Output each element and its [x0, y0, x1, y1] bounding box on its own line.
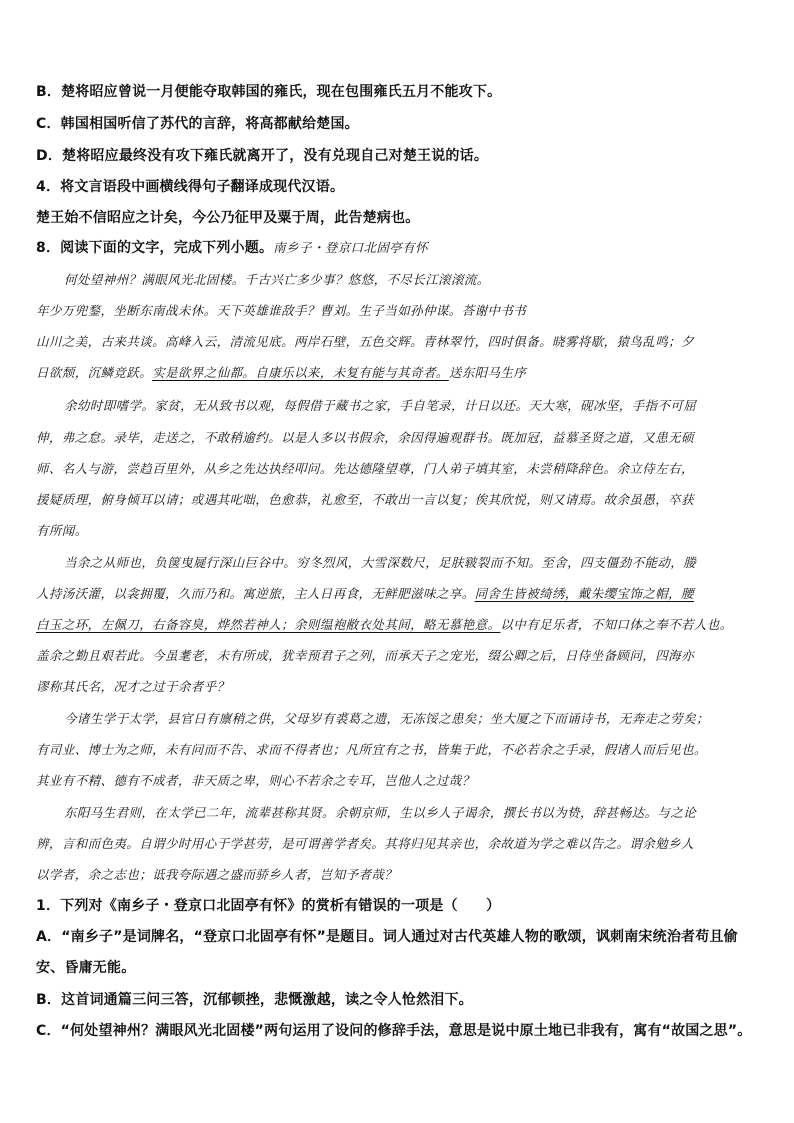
text-segment: 以中有足乐者，不知口体之奉不若人也。: [500, 617, 733, 632]
text-line: [36, 615, 766, 635]
question-8-instruction: 8．阅读下面的文字，完成下列小题。: [36, 240, 274, 256]
translation-sentence: 楚王始不信昭应之计矣，今公乃征甲及粟于周，此告楚病也。: [36, 210, 420, 226]
text-line: 援疑质理，俯身倾耳以请；或遇其叱咄，色愈恭，礼愈至，不敢出一言以复；俟其欣悦，则又请焉。故余虽愚，卒获: [36, 492, 694, 507]
text-line: 有司业、博士为之师，未有问而不告、求而不得者也；凡所宜有之书，皆集于此，不必若余之手录，假诸人而后见也。: [36, 742, 707, 757]
text-line: [36, 363, 766, 383]
text-line: 盖余之勤且艰若此。今虽耄老，未有所成，犹幸预君子之列，而承天子之宠光，缀公卿之后，日侍坐备顾问，四海亦: [36, 648, 694, 663]
text-line: 当余之从师也，负箧曳屣行深山巨谷中。穷冬烈风，大雪深数尺，足肤皲裂而不知。至舍，四支僵劲不能动，媵: [64, 555, 697, 570]
text-line: 今诸生学于太学，县官日有廪稍之供，父母岁有裘葛之遗，无冻馁之患矣；坐大厦之下而诵诗书，无奔走之劳矣；: [64, 711, 710, 726]
option-c-line: C．韩国相国听信了苏代的言辞，将高都献给楚国。: [36, 116, 359, 132]
underlined-sentence: 同舍生皆被绮绣，戴朱缨宝饰之帽，腰: [474, 586, 694, 601]
text-segment: 送东阳马生序: [448, 365, 527, 380]
poem-line-1: 何处望神州？满眼风光北固楼。千古兴亡多少事？悠悠，不尽长江滚滚流。: [64, 272, 490, 287]
option-a-line: A．“南乡子”是词牌名，“登京口北固亭有怀”是题目。词人通过对古代英雄人物的歌颂，讽刺南宋统治者苟且偷: [36, 929, 738, 945]
option-a-continuation: 安、昏庸无能。: [36, 960, 136, 976]
text-line: 有所闻。: [36, 523, 88, 538]
text-line: 东阳马生君则，在太学已二年，流辈甚称其贤。余朝京师，生以乡人子谒余，撰长书以为贽，辞甚畅达。与之论: [64, 805, 697, 820]
option-c-line: C．“何处望神州？满眼风光北固楼”两句运用了设问的修辞手法，意思是说中原土地已非我有，寓有“故国之思”。: [36, 1023, 752, 1039]
text-segment: 日欲颓，沉鳞竞跃。: [36, 365, 153, 380]
text-line: 余幼时即嗜学。家贫，无从致书以观，每假借于藏书之家，手自笔录，计日以还。天大寒，砚冰坚，手指不可屈: [64, 398, 697, 413]
option-b-line: B．这首词通篇三问三答，沉郁顿挫，悲慨激越，读之令人怆然泪下。: [36, 992, 473, 1008]
option-d-line: D．楚将昭应最终没有攻下雍氏就离开了，没有兑现自己对楚王说的话。: [36, 148, 489, 164]
poem-line-2: 年少万兜鍪，坐断东南战未休。天下英雄谁敌手？曹刘。生子当如孙仲谋。荅谢中书书: [36, 303, 527, 318]
underlined-sentence: 实是欲界之仙都。自康乐以来，未复有能与其奇者。: [152, 365, 449, 380]
question-4: 4．将文言语段中画横线得句子翻译成现代汉语。: [36, 179, 345, 195]
poem-title: 南乡子・登京口北固亭有怀: [273, 240, 428, 255]
underlined-sentence: 白玉之环，左佩刀，右备容臭，烨然若神人；余则缊袍敝衣处其间，略无慕艳意。: [36, 617, 501, 632]
text-line: 谬称其氏名，况才之过于余者乎？: [36, 679, 230, 694]
text-line: [36, 584, 766, 604]
text-line: 师、名人与游，尝趋百里外，从乡之先达执经叩问。先达德隆望尊，门人弟子填其室，未尝稍降辞色。余立侍左右，: [36, 461, 694, 476]
text-line: 辨，言和而色夷。自谓少时用心于学甚劳，是可谓善学者矣。其将归见其亲也，余故道为学之难以告之。谓余勉乡人: [36, 836, 694, 851]
text-segment: 人持汤沃灌，以衾拥覆，久而乃和。寓逆旅，主人日再食，无鲜肥滋味之享。: [36, 586, 475, 601]
option-b-line: B．楚将昭应曾说一月便能夺取韩国的雍氏，现在包围雍氏五月不能攻下。: [36, 84, 502, 100]
text-line: 伸，弗之怠。录毕，走送之，不敢稍逾约。以是人多以书假余，余因得遍观群书。既加冠，益慕圣贤之道，又患无硕: [36, 430, 694, 445]
question-8: [36, 238, 766, 258]
text-line: 其业有不精、德有不成者，非天质之卑，则心不若余之专耳，岂他人之过哉？: [36, 773, 475, 788]
text-line: 以学者，余之志也；诋我夸际遇之盛而骄乡人者，岂知予者哉？: [36, 867, 398, 882]
text-line: 山川之美，古来共谈。高峰入云，清流见底。两岸石壁，五色交辉。青林翠竹，四时俱备。晓雾将歇，猿鸟乱鸣；夕: [36, 334, 694, 349]
sub-question-1: 1．下列对《南乡子・登京口北固亭有怀》的赏析有错误的一项是（ ）: [36, 898, 501, 914]
